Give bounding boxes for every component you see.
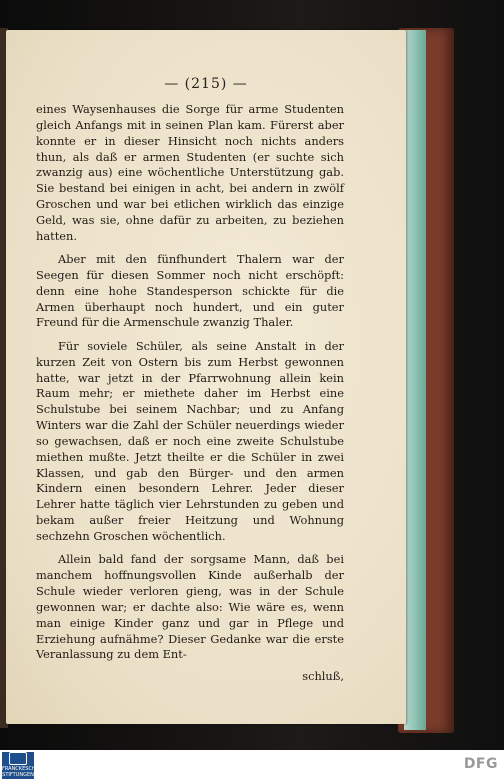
page-body <box>36 102 344 685</box>
page-header: — (215) — <box>164 76 248 92</box>
paragraph-3: Für soviele Schüler, als seine Anstalt in der kurzen Zeit von Ostern bis zum Herbst gewonnen hatte, war jetzt in der Pfarrwohnung allein kein Raum mehr; er miethete daher im Herbst eine Schulstube bei seinem Nachbar; und zu Anfang Winters war die Zahl der Schüler neuerdings wieder so gewachsen, daß er noch eine zweite Schulstube miethen mußte. Jetzt theilte er die Schüler in zwei Klassen, und gab den Bürger- und den armen Kindern einen besondern Lehrer. Jeder dieser Lehrer hatte täglich vier Lehrstunden zu geben und bekam außer freier Heitzung und Wohnung sechzehn Groschen wöchentlich. <box>36 338 344 543</box>
catchword: schluß, <box>302 668 344 683</box>
paragraph-1: eines Waysenhauses die Sorge für arme Studenten gleich Anfangs mit in seinen Plan kam. Fürerst aber konnte er in dieser Hinsicht noch nichts anders thun, als daß er armen Studenten (er suchte sich zwanzig aus) eine wöchentliche Unterstützung gab. Sie bestand bei einigen in acht, bei andern in zwölf Groschen und war bei etlichen wirklich das einzige Geld, was sie, ohne dafür zu arbeiten, zu beziehen hatten. <box>36 102 344 243</box>
logo-mark-icon <box>9 752 27 765</box>
paragraph-4: Allein bald fand der sorgsame Mann, daß bei manchem hoffnungsvollen Kinde außerhalb der Schule wieder verloren gieng, was in der Schule gewonnen war; er dachte also: Wie wäre es, wenn man einige Kinder ganz und gar in Pflege und Erziehung aufnähme? Dieser Gedanke war die erste Veranlassung zu dem Ent- <box>36 552 344 662</box>
left-logo-text: FRANCKESCHE STIFTUNGEN <box>2 766 39 778</box>
dfg-logo: DFG <box>463 756 498 772</box>
paragraph-2: Aber mit den fünfhundert Thalern war der Seegen für diesen Sommer noch nicht erschöpft: denn eine hohe Standesperson schickte für die Armen überhaupt noch hundert, und ein guter Freund für die Armenschule zwanzig Thaler. <box>36 252 344 330</box>
franckesche-stiftungen-logo <box>2 752 39 779</box>
footer-bar <box>0 750 504 781</box>
book-page <box>6 30 406 724</box>
page-edges-green <box>404 30 426 730</box>
